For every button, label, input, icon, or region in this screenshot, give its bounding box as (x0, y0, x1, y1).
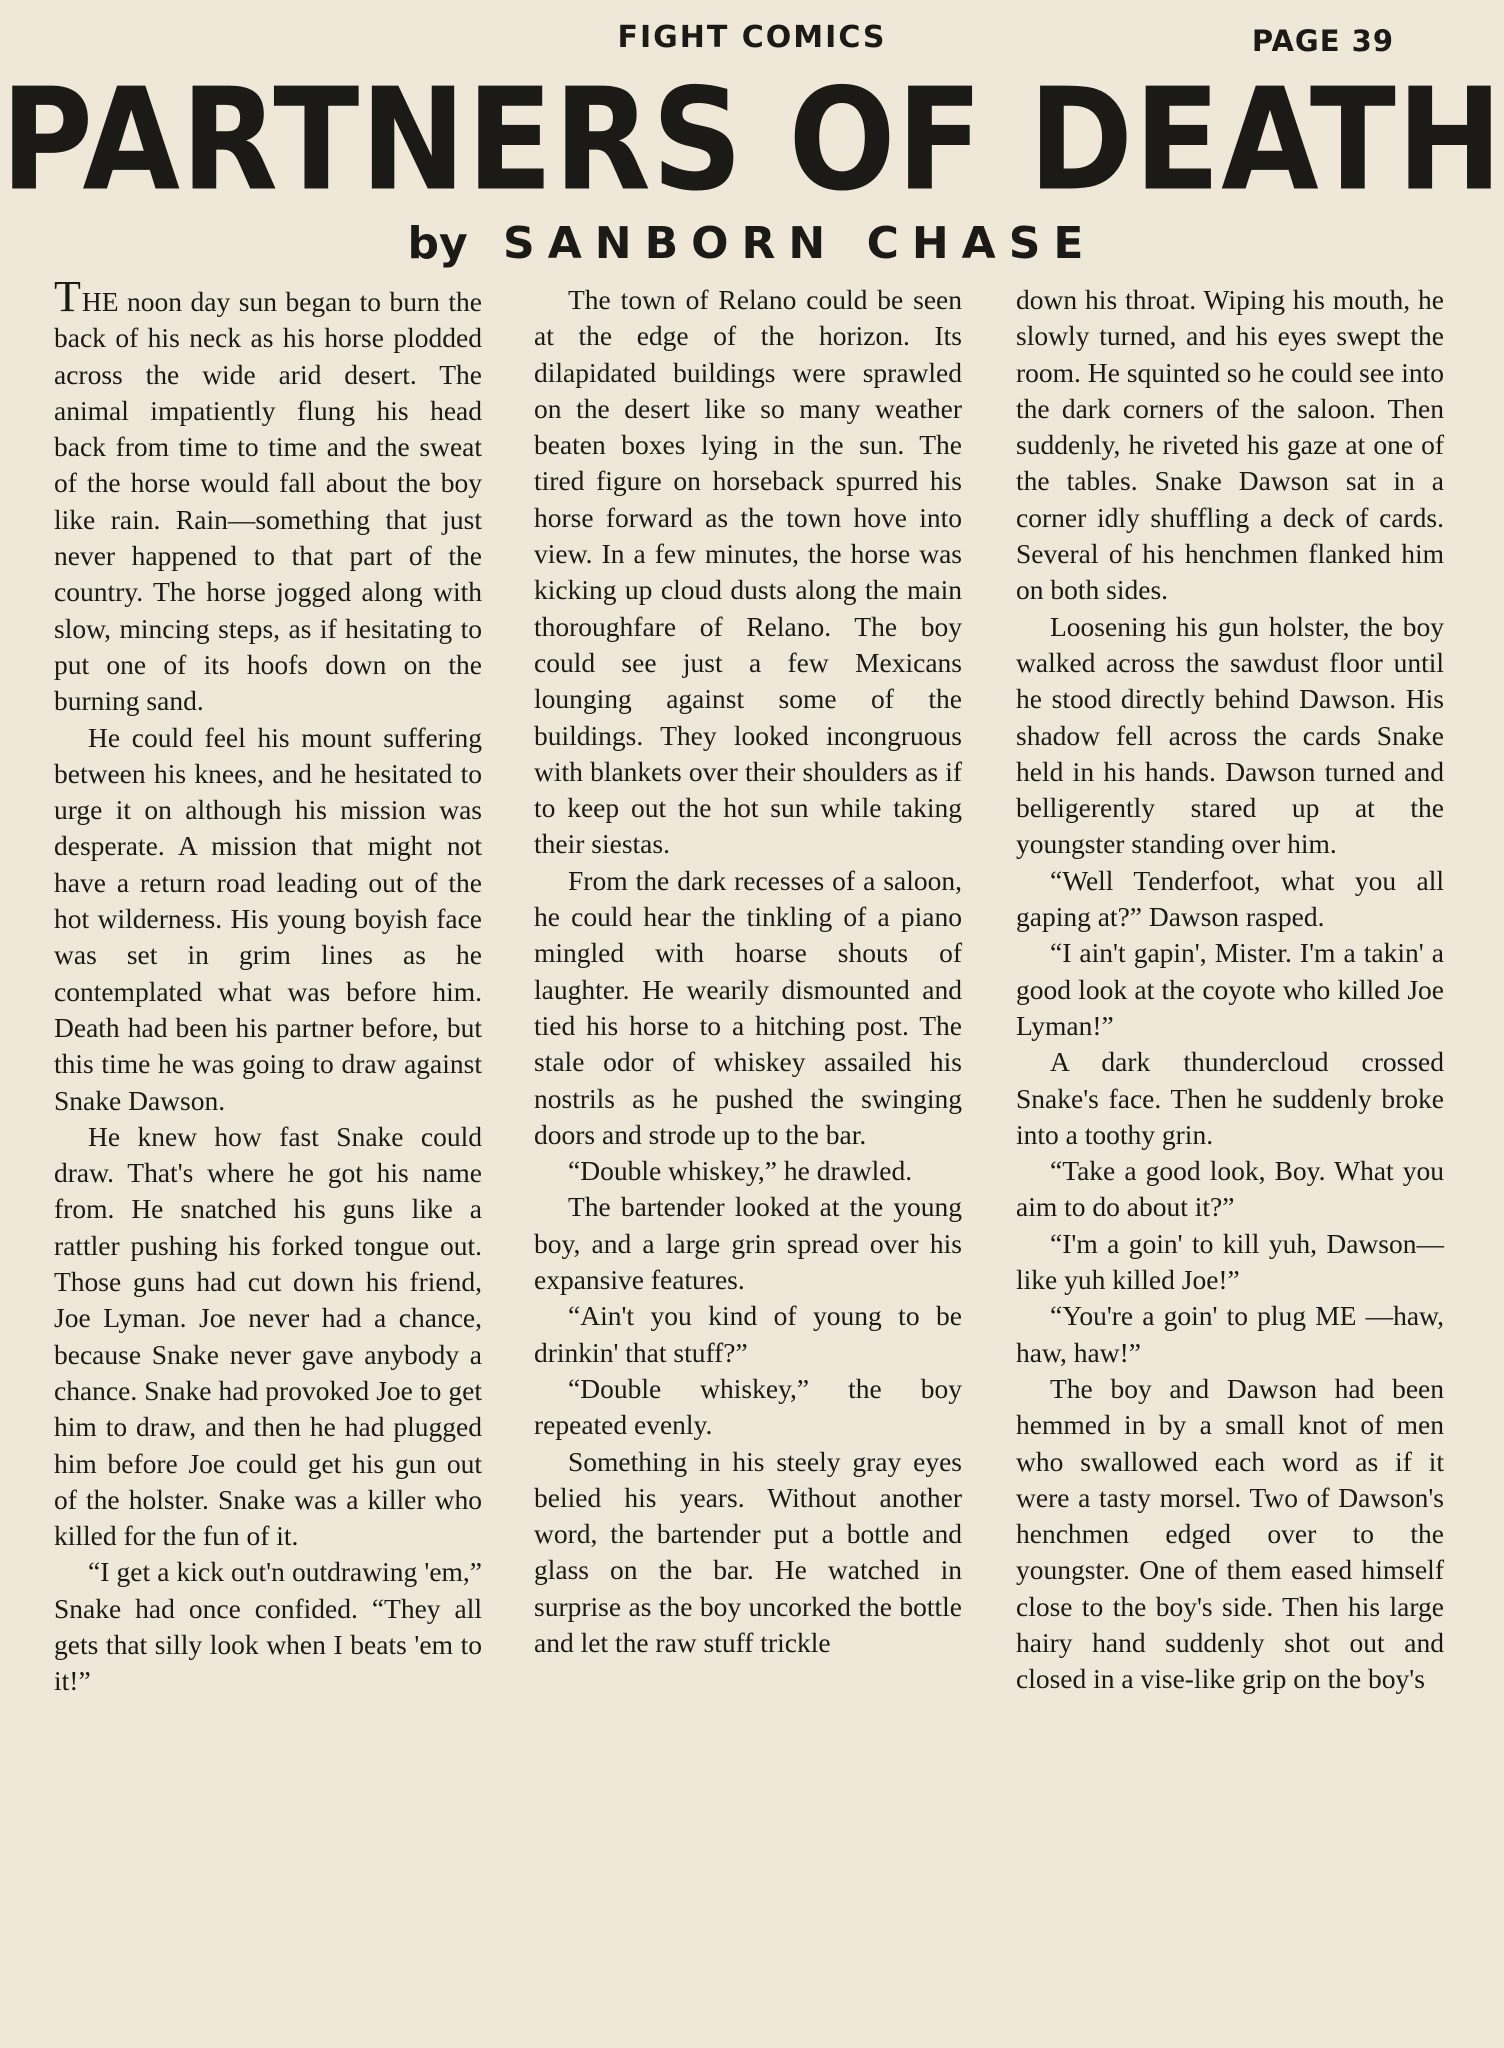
page-number: PAGE 39 (1251, 24, 1394, 58)
text-column-3 (1016, 282, 1444, 1698)
byline-by: by (407, 218, 468, 269)
paragraph-text: HE noon day sun began to burn the back of his neck as his horse plodded across the wide arid desert. The animal impatiently flung his head back from time to time and the sweat of the horse would fall about the boy like rain. Rain—something that just never happened to that part of the country. The horse jogged along with slow, mincing steps, as if hesitating to put one of its hoofs down on the burning sand. (54, 286, 482, 717)
byline (0, 214, 1504, 274)
paragraph: “I get a kick out'n outdrawing 'em,” Snake had once confided. “They all gets that silly look when I beats 'em to it!” (54, 1556, 482, 1697)
text-column-2 (534, 282, 962, 1661)
paragraph: The town of Relano could be seen at the edge of the horizon. Its dilapidated buildings were sprawled on the desert like so many weather beaten boxes lying in the sun. The tired figure on horseback spurred his horse forward as the town hove into view. In a few minutes, the horse was kicking up cloud dusts along the main thoroughfare of Relano. The boy could see just a few Mexicans lounging against some of the buildings. They looked incongruous with blankets over their shoulders as if to keep out the hot sun while taking their siestas. (534, 284, 962, 860)
paragraph: “Double whiskey,” he drawled. (568, 1155, 913, 1187)
paragraph: “I'm a goin' to kill yuh, Dawson—like yuh killed Joe!” (1016, 1227, 1444, 1296)
byline-author: SANBORN CHASE (503, 218, 1097, 269)
paragraph: “Well Tenderfoot, what you all gaping at?” Dawson rasped. (1016, 864, 1444, 933)
paragraph: He could feel his mount suffering between his knees, and he hesitated to urge it on although his mission was desperate. A mission that might not have a return road leading out of the hot wilderness. His young boyish face was set in grim lines as he contemplated what was before him. Death had been his partner before, but this time he was going to draw against Snake Dawson. (54, 721, 482, 1116)
paragraph (54, 272, 482, 720)
magazine-name: FIGHT COMICS (617, 20, 887, 55)
paragraph: A dark thundercloud crossed Snake's face. Then he suddenly broke into a toothy grin. (1016, 1046, 1444, 1150)
paragraph: Something in his steely gray eyes belied his years. Without another word, the bartender put a bottle and glass on the bar. He watched in surprise as the boy uncorked the bottle and let the raw stuff trickle (534, 1445, 962, 1658)
paragraph: down his throat. Wiping his mouth, he slowly turned, and his eyes swept the room. He squinted so he could see into the dark corners of the saloon. Then suddenly, he riveted his gaze at one of the tables. Snake Dawson sat in a corner idly shuffling a deck of cards. Several of his henchmen flanked him on both sides. (1016, 284, 1444, 606)
drop-cap: T (54, 272, 81, 321)
paragraph: He knew how fast Snake could draw. That's where he got his name from. He snatched his guns like a rattler pushing his forked tongue out. Those guns had cut down his friend, Joe Lyman. Joe never had a chance, because Snake never gave anybody a chance. Snake had provoked Joe to get him to draw, and then he had plugged him before Joe could get his gun out of the holster. Snake was a killer who killed for the fun of it. (54, 1120, 482, 1552)
paragraph: “Ain't you kind of young to be drinkin' that stuff?” (534, 1300, 962, 1368)
paragraph: Loosening his gun holster, the boy walked across the sawdust floor until he stood directly behind Dawson. His shadow fell across the cards Snake held in his hands. Dawson turned and belligerently stared up at the youngster standing over him. (1016, 610, 1444, 860)
text-column-1 (54, 272, 482, 1700)
paragraph: “Double whiskey,” the boy repeated evenly. (534, 1372, 962, 1441)
paragraph: “You're a goin' to plug ME —haw, haw, haw!” (1016, 1300, 1444, 1368)
paragraph: From the dark recesses of a saloon, he could hear the tinkling of a piano mingled with hoarse shouts of laughter. He wearily dismounted and tied his horse to a hitching post. The stale odor of whiskey assailed his nostrils as he pushed the swinging doors and strode up to the bar. (534, 864, 962, 1150)
paragraph: The boy and Dawson had been hemmed in by a small knot of men who swallowed each word as if it were a tasty morsel. Two of Dawson's henchmen edged over to the youngster. One of them eased himself close to the boy's side. Then his large hairy hand suddenly shot out and closed in a vise-like grip on the boy's (1016, 1372, 1444, 1695)
story-title: PARTNERS OF DEATH (0, 57, 1504, 223)
paragraph: The bartender looked at the young boy, and a large grin spread over his expansive features. (534, 1191, 962, 1296)
paragraph: “I ain't gapin', Mister. I'm a takin' a good look at the coyote who killed Joe Lyman!” (1016, 937, 1444, 1041)
paragraph: “Take a good look, Boy. What you aim to do about it?” (1016, 1155, 1444, 1223)
